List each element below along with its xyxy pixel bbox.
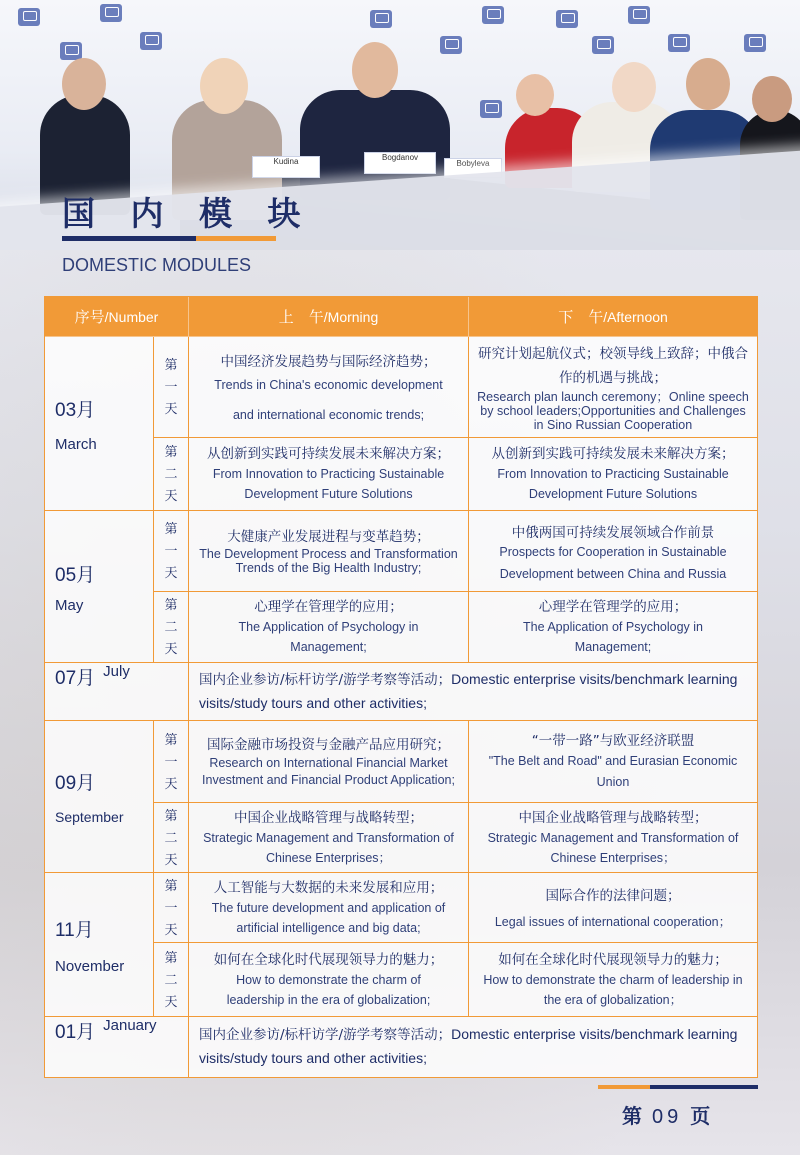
university-logo-icon: [60, 42, 82, 60]
nameplate: Bobyleva: [444, 158, 502, 178]
day-label: [154, 592, 189, 663]
session-title-zh: 中国经济发展趋势与国际经济趋势；: [220, 353, 437, 370]
schedule-table: [44, 296, 758, 1078]
month-number: 05月: [55, 564, 96, 586]
month-number: 07月: [55, 668, 96, 689]
header-label-zh: 上 午: [278, 308, 324, 326]
column-header-afternoon: [469, 297, 757, 337]
participant-photo: [752, 76, 792, 122]
session-title-zh: “一带一路”与欧亚经济联盟: [531, 732, 695, 749]
university-logo-icon: [668, 34, 690, 52]
session-cell: [189, 337, 469, 438]
session-title-zh: 心理学在管理学的应用；: [538, 599, 688, 615]
session-title-en: From Innovation to Practicing Sustainable Development Future Solutions: [212, 467, 445, 501]
activity-cell: [189, 663, 757, 721]
participant-photo: [686, 58, 730, 110]
month-cell-january: [45, 1017, 189, 1077]
header-label-zh: 下 午: [558, 308, 604, 326]
session-title-zh: 中俄两国可持续发展领域合作前景: [511, 524, 715, 541]
university-logo-icon: [480, 100, 502, 118]
activity-text-zh: 国内企业参访/标杆访学/游学考察等活动；: [199, 671, 452, 688]
day-label-text: 第 二 天: [164, 808, 178, 868]
session-cell: [469, 873, 757, 943]
session-cell: [469, 721, 757, 803]
participant-photo: [62, 58, 106, 110]
month-name: March: [55, 435, 97, 453]
session-title-en: Strategic Management and Transformation of Chinese Enterprises；: [487, 830, 739, 865]
day-label-text: 第 一 天: [164, 732, 178, 792]
month-number: 03月: [55, 399, 96, 421]
session-title-zh: 中国企业战略管理与战略转型；: [234, 809, 423, 826]
day-label-text: 第 二 天: [164, 598, 178, 657]
day-label-text: 第 一 天: [164, 358, 178, 417]
month-name: May: [55, 596, 84, 614]
session-title-zh: 大健康产业发展进程与变革趋势；: [227, 529, 430, 545]
month-name: September: [55, 809, 124, 825]
day-label: [154, 337, 189, 438]
day-label: [154, 943, 189, 1017]
session-title-zh: 从创新到实践可持续发展未来解决方案；: [207, 446, 450, 462]
university-logo-icon: [140, 32, 162, 50]
day-label: [154, 438, 189, 511]
nameplate: Kudina: [252, 156, 320, 178]
month-cell-may: [45, 511, 154, 663]
month-name: July: [103, 663, 130, 680]
session-title-en: Research on International Financial Market Investment and Financial Product Application;: [202, 755, 455, 787]
session-title-zh: 国际金融市场投资与金融产品应用研究；: [207, 736, 450, 753]
session-title-en: Strategic Management and Transformation of Chinese Enterprises；: [203, 830, 454, 865]
session-cell: [469, 592, 757, 663]
activity-text-en: Domestic enterprise visits/benchmark learning visits/study tours and other activities;: [199, 670, 738, 711]
session-title-en: How to demonstrate the charm of leadership in the era of globalization；: [483, 972, 743, 1007]
month-cell-november: [45, 873, 154, 1017]
month-cell-july: [45, 663, 189, 721]
session-cell: [189, 943, 469, 1017]
session-title-zh: 如何在全球化时代展现领导力的魅力；: [213, 951, 444, 968]
session-title-zh: 国际合作的法律问题；: [545, 887, 681, 904]
month-name: November: [55, 957, 125, 975]
page-subtitle: DOMESTIC MODULES: [62, 255, 252, 275]
title-underline: [62, 236, 276, 241]
month-number: 09月: [55, 773, 96, 794]
page-number-prefix: 第: [622, 1104, 644, 1128]
day-label-text: 第 二 天: [164, 445, 178, 504]
participant-photo: [352, 42, 398, 98]
session-cell: [189, 873, 469, 943]
session-title-zh: 从创新到实践可持续发展未来解决方案；: [491, 446, 735, 462]
session-title-en: Prospects for Cooperation in Sustainable Development between China and Russia: [499, 544, 727, 581]
session-title-en: The Application of Psychology in Management;: [238, 620, 419, 654]
activity-text-zh: 国内企业参访/标杆访学/游学考察等活动；: [199, 1027, 452, 1043]
session-cell: [469, 511, 757, 592]
page-number-value: 09: [652, 1106, 683, 1128]
university-logo-icon: [628, 6, 650, 24]
university-logo-icon: [370, 10, 392, 28]
participant-photo: [200, 58, 248, 114]
day-label: [154, 511, 189, 592]
column-header-number: [45, 297, 189, 337]
day-label: [154, 803, 189, 873]
page-title: 国 内 模 块: [62, 194, 313, 233]
university-logo-icon: [18, 8, 40, 26]
university-logo-icon: [100, 4, 122, 22]
session-title-zh: 如何在全球化时代展现领导力的魅力；: [498, 951, 728, 968]
activity-text-en: Domestic enterprise visits/benchmark learning visits/study tours and other activities;: [199, 1026, 738, 1066]
day-label: [154, 721, 189, 803]
session-title-zh: 人工智能与大数据的未来发展和应用；: [213, 879, 444, 896]
month-cell-september: [45, 721, 154, 873]
university-logo-icon: [482, 6, 504, 24]
header-label-en: /Afternoon: [603, 308, 668, 325]
activity-cell: [189, 1017, 757, 1077]
month-name: January: [103, 1017, 157, 1034]
day-label-text: 第 一 天: [164, 878, 178, 938]
month-number: 01月: [55, 1022, 96, 1043]
column-header-morning: [189, 297, 469, 337]
university-logo-icon: [744, 34, 766, 52]
header-label-en: /Number: [104, 308, 159, 325]
session-title-en: From Innovation to Practicing Sustainable Development Future Solutions: [497, 467, 729, 501]
university-logo-icon: [592, 36, 614, 54]
session-cell: [189, 438, 469, 511]
session-title-en: The Development Process and Transformation Trends of the Big Health Industry;: [199, 547, 458, 575]
session-title-en: How to demonstrate the charm of leadership in the era of globalization;: [226, 972, 431, 1007]
session-cell: [189, 803, 469, 873]
session-cell: [469, 803, 757, 873]
participant-photo: [612, 62, 656, 112]
session-title-zh: 心理学在管理学的应用；: [254, 599, 403, 615]
session-title-en: The future development and application of artificial intelligence and big data;: [211, 900, 446, 935]
day-label-text: 第 一 天: [164, 522, 178, 581]
nameplate: Bogdanov: [364, 152, 436, 174]
session-title-en: The Application of Psychology in Management;: [523, 620, 703, 654]
session-title-zh: 中国企业战略管理与战略转型；: [518, 809, 708, 826]
session-title-en: Legal issues of international cooperation；: [494, 914, 732, 929]
day-label-text: 第 二 天: [164, 950, 178, 1010]
page-number-suffix: 页: [690, 1104, 713, 1128]
university-logo-icon: [440, 36, 462, 54]
session-cell: [189, 592, 469, 663]
session-cell: [469, 337, 757, 438]
session-cell: [469, 438, 757, 511]
session-cell: [189, 721, 469, 803]
session-title-en: "The Belt and Road" and Eurasian Economic Union: [488, 753, 738, 789]
month-number: 11月: [55, 919, 94, 941]
footer-rule: [598, 1085, 758, 1089]
month-cell-march: [45, 337, 154, 511]
session-title-zh: 研究计划起航仪式；校领导线上致辞；中俄合作的机遇与挑战；: [478, 346, 748, 386]
participant-photo: [516, 74, 554, 116]
session-title-en: Research plan launch ceremony；Online speech by school leaders;Opportunities and Challenges in Sino Russian Cooperation: [477, 390, 749, 432]
page-number: [622, 1100, 712, 1129]
session-cell: [189, 511, 469, 592]
university-logo-icon: [556, 10, 578, 28]
session-title-en: Trends in China's economic development and international economic trends;: [214, 377, 443, 422]
header-label-en: /Morning: [323, 308, 379, 325]
day-label: [154, 873, 189, 943]
header-label-zh: 序号: [74, 308, 105, 326]
session-cell: [469, 943, 757, 1017]
